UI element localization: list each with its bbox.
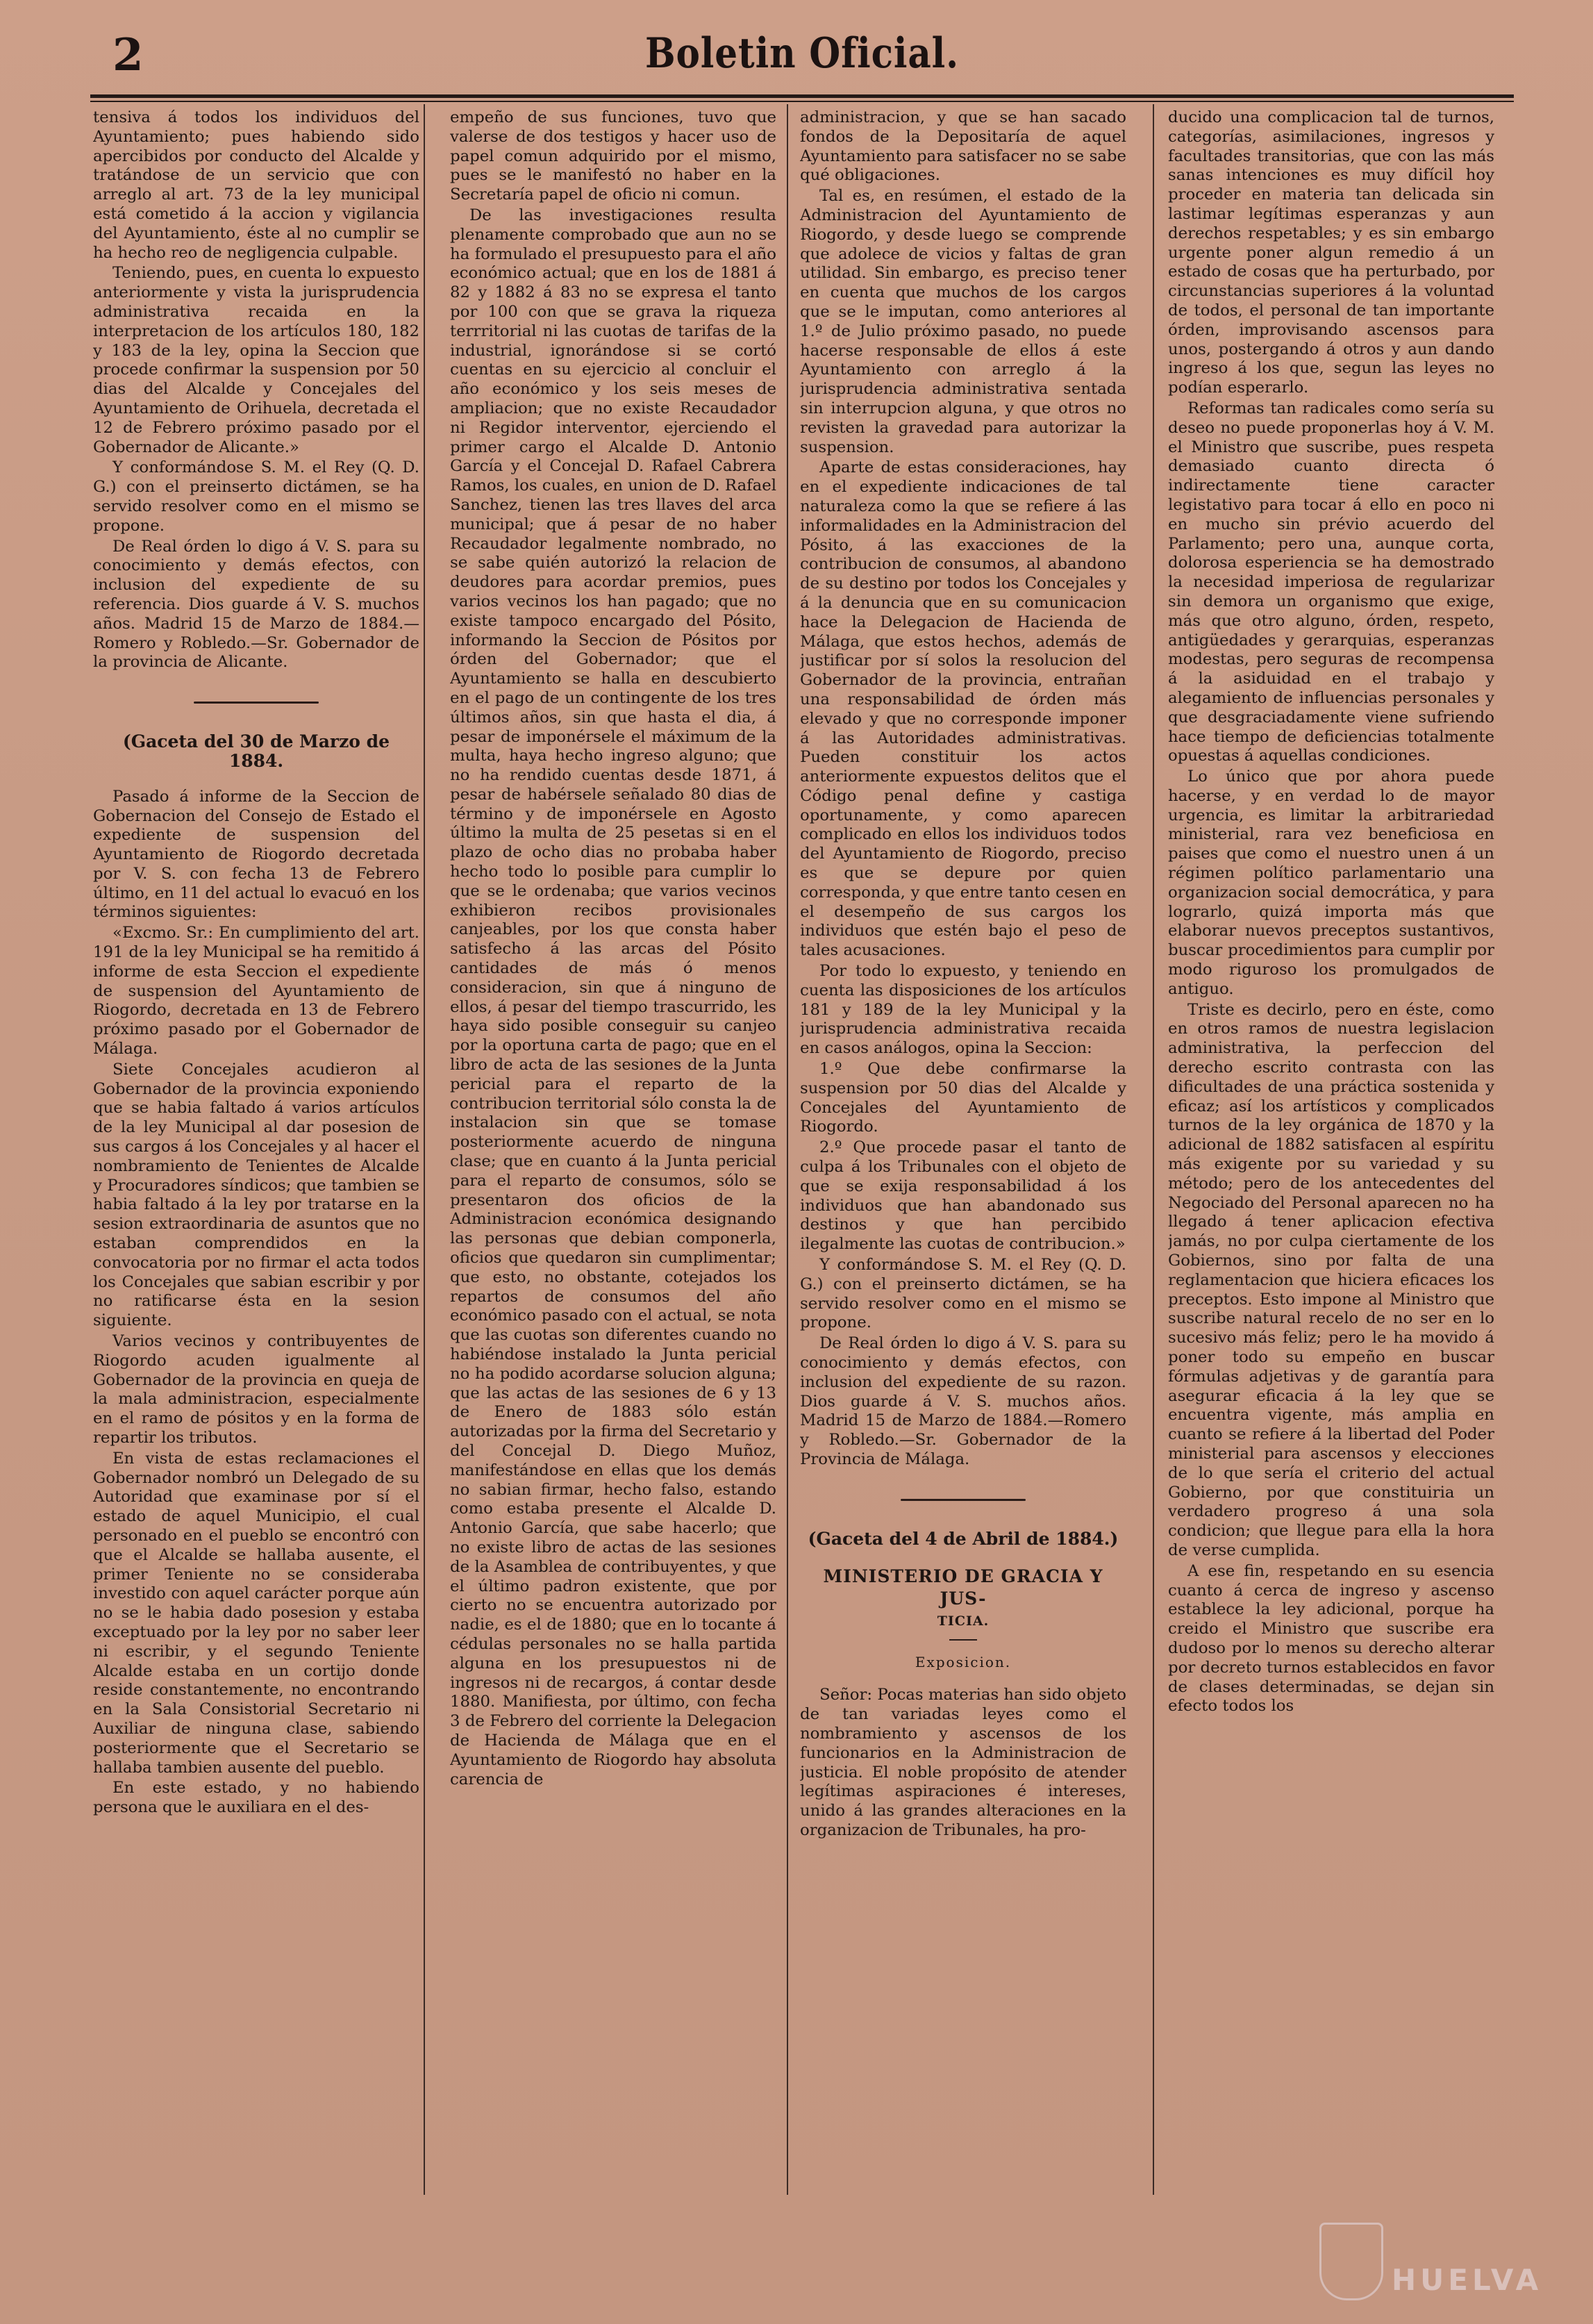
paragraph: Pasado á informe de la Seccion de Gobernacion del Consejo de Estado el expediente de suspension del Ayuntamiento de Riogordo decretada por V. S. con fecha 13 de Febrero último, en 11 del actual lo evacuó en los términos siguientes: xyxy=(93,787,419,922)
section-ornament xyxy=(194,700,319,704)
paragraph: empeño de sus funciones, tuvo que valerse de dos testigos y hacer uso de papel comun adquirido por el mismo, pues se le manifestó no haber en la Secretaría papel de oficio ni comun. xyxy=(450,108,776,204)
column-1 xyxy=(93,108,419,2199)
watermark-text: HUELVA xyxy=(1392,2263,1543,2297)
paragraph: ducido una complicacion tal de turnos, categorías, asimilaciones, ingresos y facultades transitorias, que con las más sanas intenciones es muy difícil hoy proceder en materia tan delicada sin lastimar legítimas esperanzas y aun derechos respetables; y es sin embargo urgente poner algun remedio á un estado de cosas que ha perturbado, por circunstancias superiores á la voluntad de todos, el personal de tan importante órden, improvisando ascensos para unos, postergando á otros y aun dando ingreso á los que, segun las leyes no podían esperarlo. xyxy=(1168,108,1494,397)
column-divider xyxy=(1153,104,1154,2195)
newspaper-title: Boletin Oficial. xyxy=(645,29,959,78)
column-4 xyxy=(1168,108,1494,2199)
paragraph: Y conformándose S. M. el Rey (Q. D. G.) con el preinserto dictámen, se ha servido resolver como en el mismo se propone. xyxy=(800,1256,1126,1332)
coat-of-arms-icon xyxy=(1319,2223,1383,2300)
paragraph: De Real órden lo digo á V. S. para su conocimiento y demás efectos, con inclusion del expediente de su referencia. Dios guarde á V. S. muchos años. Madrid 15 de Marzo de 1884.—Romero y Robledo.—Sr. Gobernador de la provincia de Alicante. xyxy=(93,537,419,672)
column-divider xyxy=(787,104,788,2195)
paragraph: tensiva á todos los individuos del Ayuntamiento; pues habiendo sido apercibidos por conducto del Alcalde y tratándose de un servicio que con arreglo al art. 73 de la ley municipal está cometido á la accion y vigilancia del Ayuntamiento, éste al no cumplir se ha hecho reo de negligencia culpable. xyxy=(93,108,419,262)
gazette-date-heading: (Gaceta del 30 de Marzo de 1884. xyxy=(122,731,390,771)
paragraph: Triste es decirlo, pero en éste, como en otros ramos de nuestra legislacion administrativa, la perfeccion del derecho escrito contrasta con las dificultades de una práctica sostenida y eficaz; así los artísticos y complicados turnos de la ley orgánica de 1870 y la adicional de 1882 satisfacen al espíritu más exigente por su variedad y su método; pero de los antecedentes del Negociado del Personal aparecen no ha llegado á tener aplicacion efectiva jamás, no por culpa ciertamente de los Gobiernos, sino por falta de una reglamentacion que hiciera eficaces los preceptos. Esto impone al Ministro que suscribe natural recelo de no ser en lo sucesivo más feliz; pero le ha movido á poner todo su empeño en buscar fórmulas adjetivas y de garantía para asegurar eficacia á la ley que se encuentra vigente, más amplia en cuanto se refiere á la libertad del Poder ministerial para ascensos y elecciones de lo que sería el criterio del actual Gobierno, por que constituiria un verdadero progreso á una sola condicion; que llegue para ella la hora de verse cumplida. xyxy=(1168,1000,1494,1559)
exposition-heading: Exposicion. xyxy=(915,1653,1012,1670)
column-3 xyxy=(800,108,1126,2199)
paragraph: Por todo lo expuesto, y teniendo en cuenta las disposiciones de los artículos 181 y 189 de la ley Municipal y la jurisprudencia administrativa recaida en casos análogos, opina la Seccion: xyxy=(800,962,1126,1058)
paragraph: Reformas tan radicales como sería su deseo no puede proponerlas hoy á V. M. el Ministro que suscribe, pues respeta demasiado cuanto directa ó indirectamente tiene caracter legistativo para tocar á ello en poco ni en mucho sin prévio acuerdo del Parlamento; pero una, aunque corta, dolorosa esperiencia se ha demostrado la necesidad imperiosa de regularizar sin demora un organismo que exige, más que otro alguno, órden, respeto, antigüedades y gerarquias, esperanzas modestas, pero seguras de recompensa á la asiduidad en el trabajo y alegamiento de influencias personales y que desgraciadamente viene sufriendo hace tiempo de deficiencias totalmente opuestas á aquellas condiciones. xyxy=(1168,399,1494,765)
header-rule xyxy=(90,94,1514,102)
ministry-title xyxy=(800,1566,1126,1632)
ministry-title-line-2: TICIA. xyxy=(937,1613,990,1629)
paragraph: En este estado, y no habiendo persona que le auxiliara en el des- xyxy=(93,1779,419,1817)
gazette-date-heading: (Gaceta del 4 de Abril de 1884.) xyxy=(808,1528,1119,1549)
paragraph: «Excmo. Sr.: En cumplimiento del art. 191 de la ley Municipal se ha remitido á informe de esta Seccion el expediente de suspension del Ayuntamiento de Riogordo, decretada en 13 de Febrero próximo pasado por el Gobernador de Málaga. xyxy=(93,924,419,1059)
paragraph: De las investigaciones resulta plenamente comprobado que aun no se ha formulado el presupuesto para el año económico actual; que en los de 1881 á 82 y 1882 á 83 no se expresa el tanto por 100 con que se grava la riqueza terrritorial ni las cuotas de tarifas de la industrial, ignorándose si se cortó cuentas en su ejercicio al concluir el año económico y los seis meses de ampliacion; que no existe Recaudador ni Regidor interventor, ejerciendo el primer cargo el Alcalde D. Antonio García y el Concejal D. Rafael Cabrera Ramos, los cuales, en union de D. Rafael Sanchez, tienen las tres llaves del arca municipal; que á pesar de no haber Recaudador legalmente nombrado, no se sabe quién autorizó la relacion de deudores para acordar premios, pues varios vecinos los han pagado; que no existe tampoco encargado del Pósito, informando la Seccion de Pósitos por órden del Gobernador; que el Ayuntamiento se halla en descubierto en el pago de un contingente de los tres últimos años, sin que hasta el dia, á pesar de imponérsele el máximum de la multa, haya hecho ingreso alguno; que no ha rendido cuentas desde 1871, á pesar de habérsele señalado 80 dias de término y de imponérsele en Agosto último la multa de 25 pesetas si en el plazo de ocho dias no probaba haber hecho todo lo posible para cumplir lo que se le ordenaba; que varios vecinos exhibieron recibos provisionales canjeables, por los que consta haber satisfecho á las arcas del Pósito cantidades de más ó menos consideracion, sin que á ninguno de ellos, á pesar del tiempo trascurrido, les haya sido posible conseguir su canjeo por la oportuna carta de pago; que en el libro de acta de las sesiones de la Junta pericial para el reparto de la contribucion territorial sólo consta la de instalacion sin que se tomase posteriormente acuerdo de ninguna clase; que en cuanto á la Junta pericial para el reparto de consumos, sólo se presentaron dos oficios de la Administracion económica designando las personas que debian componerla, oficios que quedaron sin cumplimentar; que esto, no obstante, cotejados los repartos de consumos del año económico pasado con el actual, se nota que las cuotas son diferentes cuando no habiéndose instalado la Junta pericial no ha podido acordarse solucion alguna; que las actas de las sesiones de 6 y 13 de Enero de 1883 sólo están autorizadas por la firma del Secretario y del Concejal D. Diego Muñoz, manifestándose en ellas que los demás no sabian firmar, hecho falso, estando como estaba presente el Alcalde D. Antonio García, que sabe hacerlo; que no existe libro de actas de las sesiones de la Asamblea de contribuyentes, y que el último padron existente, que por cierto no se encuentra autorizado por nadie, es el de 1880; que en lo tocante á cédulas personales no se halla partida alguna en los presupuestos ni de ingresos ni de recargos, á contar desde 1880. Manifiesta, por último, con fecha 3 de Febrero del corriente la Delegacion de Hacienda de Málaga que en el Ayuntamiento de Riogordo hay absoluta carencia de xyxy=(450,206,776,1788)
short-rule xyxy=(949,1639,977,1641)
paragraph: Y conformándose S. M. el Rey (Q. D. G.) con el preinserto dictámen, se ha servido resolver como en el mismo se propone. xyxy=(93,458,419,535)
paragraph: administracion, y que se han sacado fondos de la Depositaría de aquel Ayuntamiento para satisfacer no se sabe qué obligaciones. xyxy=(800,108,1126,185)
archive-watermark xyxy=(1319,2223,1542,2299)
paragraph: 1.º Que debe confirmarse la suspension por 50 dias del Alcalde y Concejales del Ayuntamiento de Riogordo. xyxy=(800,1060,1126,1136)
section-ornament xyxy=(901,1497,1026,1502)
paragraph: De Real órden lo digo á V. S. para su conocimiento y demás efectos, con inclusion del expediente de su razon. Dios guarde á V. S. muchos años. Madrid 15 de Marzo de 1884.—Romero y Robledo.—Sr. Gobernador de la Provincia de Málaga. xyxy=(800,1334,1126,1468)
paragraph: En vista de estas reclamaciones el Gobernador nombró un Delegado de su Autoridad que examinase por sí el estado de aquel Municipio, el cual personado en el pueblo se encontró con que el Alcalde se hallaba ausente, el primer Teniente no se consideraba investido con aquel carácter porque aún no se le habia dado posesion y estaba exceptuado por la ley por no saber leer ni escribir, y el segundo Teniente Alcalde estaba en un cortijo donde reside constantemente, no encontrando en la Sala Consistorial Secretario ni Auxiliar de ninguna clase, sabiendo posteriormente que el Secretario se hallaba tambien ausente del pueblo. xyxy=(93,1449,419,1777)
paragraph: Varios vecinos y contribuyentes de Riogordo acuden igualmente al Gobernador de la provincia en queja de la mala administracion, especialmente en el ramo de pósitos y en la forma de repartir los tributos. xyxy=(93,1332,419,1447)
paragraph: Teniendo, pues, en cuenta lo expuesto anteriormente y vista la jurisprudencia administrativa recaida en la interpretacion de los artículos 180, 182 y 183 de la ley, opina la Seccion que procede confirmar la suspension por 50 dias del Alcalde y Concejales del Ayuntamiento de Orihuela, decretada el 12 de Febrero próximo pasado por el Gobernador de Alicante.» xyxy=(93,264,419,456)
column-divider xyxy=(424,104,425,2195)
paragraph: A ese fin, respetando en su esencia cuanto á cerca de ingreso y ascenso establece la ley adicional, porque ha creido el Ministro que suscribe era dudoso por lo menos su derecho alterar por decreto turnos establecidos en favor de clases determinadas, se dejan sin efecto todos los xyxy=(1168,1561,1494,1716)
paragraph: Siete Concejales acudieron al Gobernador de la provincia exponiendo que se habia faltado á varios artículos de la ley Municipal al dar posesion de sus cargos á los Concejales y al hacer el nombramiento de Tenientes de Alcalde y Procuradores síndicos; que tambien se habia faltado á la ley por tratarse en la sesion extraordinaria de asuntos que no estaban comprendidos en la convocatoria por no firmar el acta todos los Concejales que sabian escribir y por no ratificarse ésta en la sesion siguiente. xyxy=(93,1060,419,1330)
page-number: 2 xyxy=(112,29,144,81)
paragraph: Tal es, en resúmen, el estado de la Administracion del Ayuntamiento de Riogordo, y desde luego se comprende que adolece de vicios y faltas de gran utilidad. Sin embargo, es preciso tener en cuenta que muchos de los cargos que se le imputan, como anteriores al 1.º de Julio próximo pasado, no puede hacerse responsable de ellos á este Ayuntamiento con arreglo á la jurisprudencia administrativa sentada sin interrupcion alguna, y que otros no revisten la gravedad para autorizar la suspension. xyxy=(800,187,1126,456)
paragraph: Señor: Pocas materias han sido objeto de tan variadas leyes como el nombramiento y ascensos de los funcionarios en la Administracion de justicia. El noble propósito de atender legítimas aspiraciones é intereses, unido á las grandes alteraciones en la organizacion de Tribunales, ha pro- xyxy=(800,1686,1126,1839)
paragraph: 2.º Que procede pasar el tanto de culpa á los Tribunales con el objeto de que se exija responsabilidad á los individuos que han abandonado sus destinos y que han percibido ilegalmente las cuotas de contribucion.» xyxy=(800,1138,1126,1254)
ministry-title-line-1: MINISTERIO DE GRACIA Y JUS- xyxy=(823,1566,1103,1609)
paragraph: Aparte de estas consideraciones, hay en el expediente indicaciones de tal naturaleza como la que se refiere á las informalidades en la Administracion del Pósito, á las exacciones de la contribucion de consumos, al abandono de su destino por todos los Concejales y á la denuncia que en su comunicacion hace la Delegacion de Hacienda de Málaga, que estos hechos, además de justificar por sí solos la resolucion del Gobernador de la provincia, entrañan una responsabilidad de órden más elevado y que no corresponde imponer á las Autoridades administrativas. Pueden constituir los actos anteriormente expuestos delitos que el Código penal define y castiga oportunamente, y como aparecen complicado en ellos los individuos todos del Ayuntamiento de Riogordo, preciso es que se depure por quien corresponda, y que entre tanto cesen en el desempeño de sus cargos los individuos que estén bajo el peso de tales acusaciones. xyxy=(800,458,1126,960)
paragraph: Lo único que por ahora puede hacerse, y en verdad lo de mayor urgencia, es limitar la arbitrariedad ministerial, rara vez beneficiosa en paises que como el nuestro unen á un régimen político parlamentario una organizacion social democrática, y para lograrlo, quizá importa más que elaborar nuevos preceptos sustantivos, buscar procedimientos para cumplir por modo riguroso los promulgados de antiguo. xyxy=(1168,767,1494,998)
page-header xyxy=(97,24,1507,86)
column-2 xyxy=(450,108,776,2199)
